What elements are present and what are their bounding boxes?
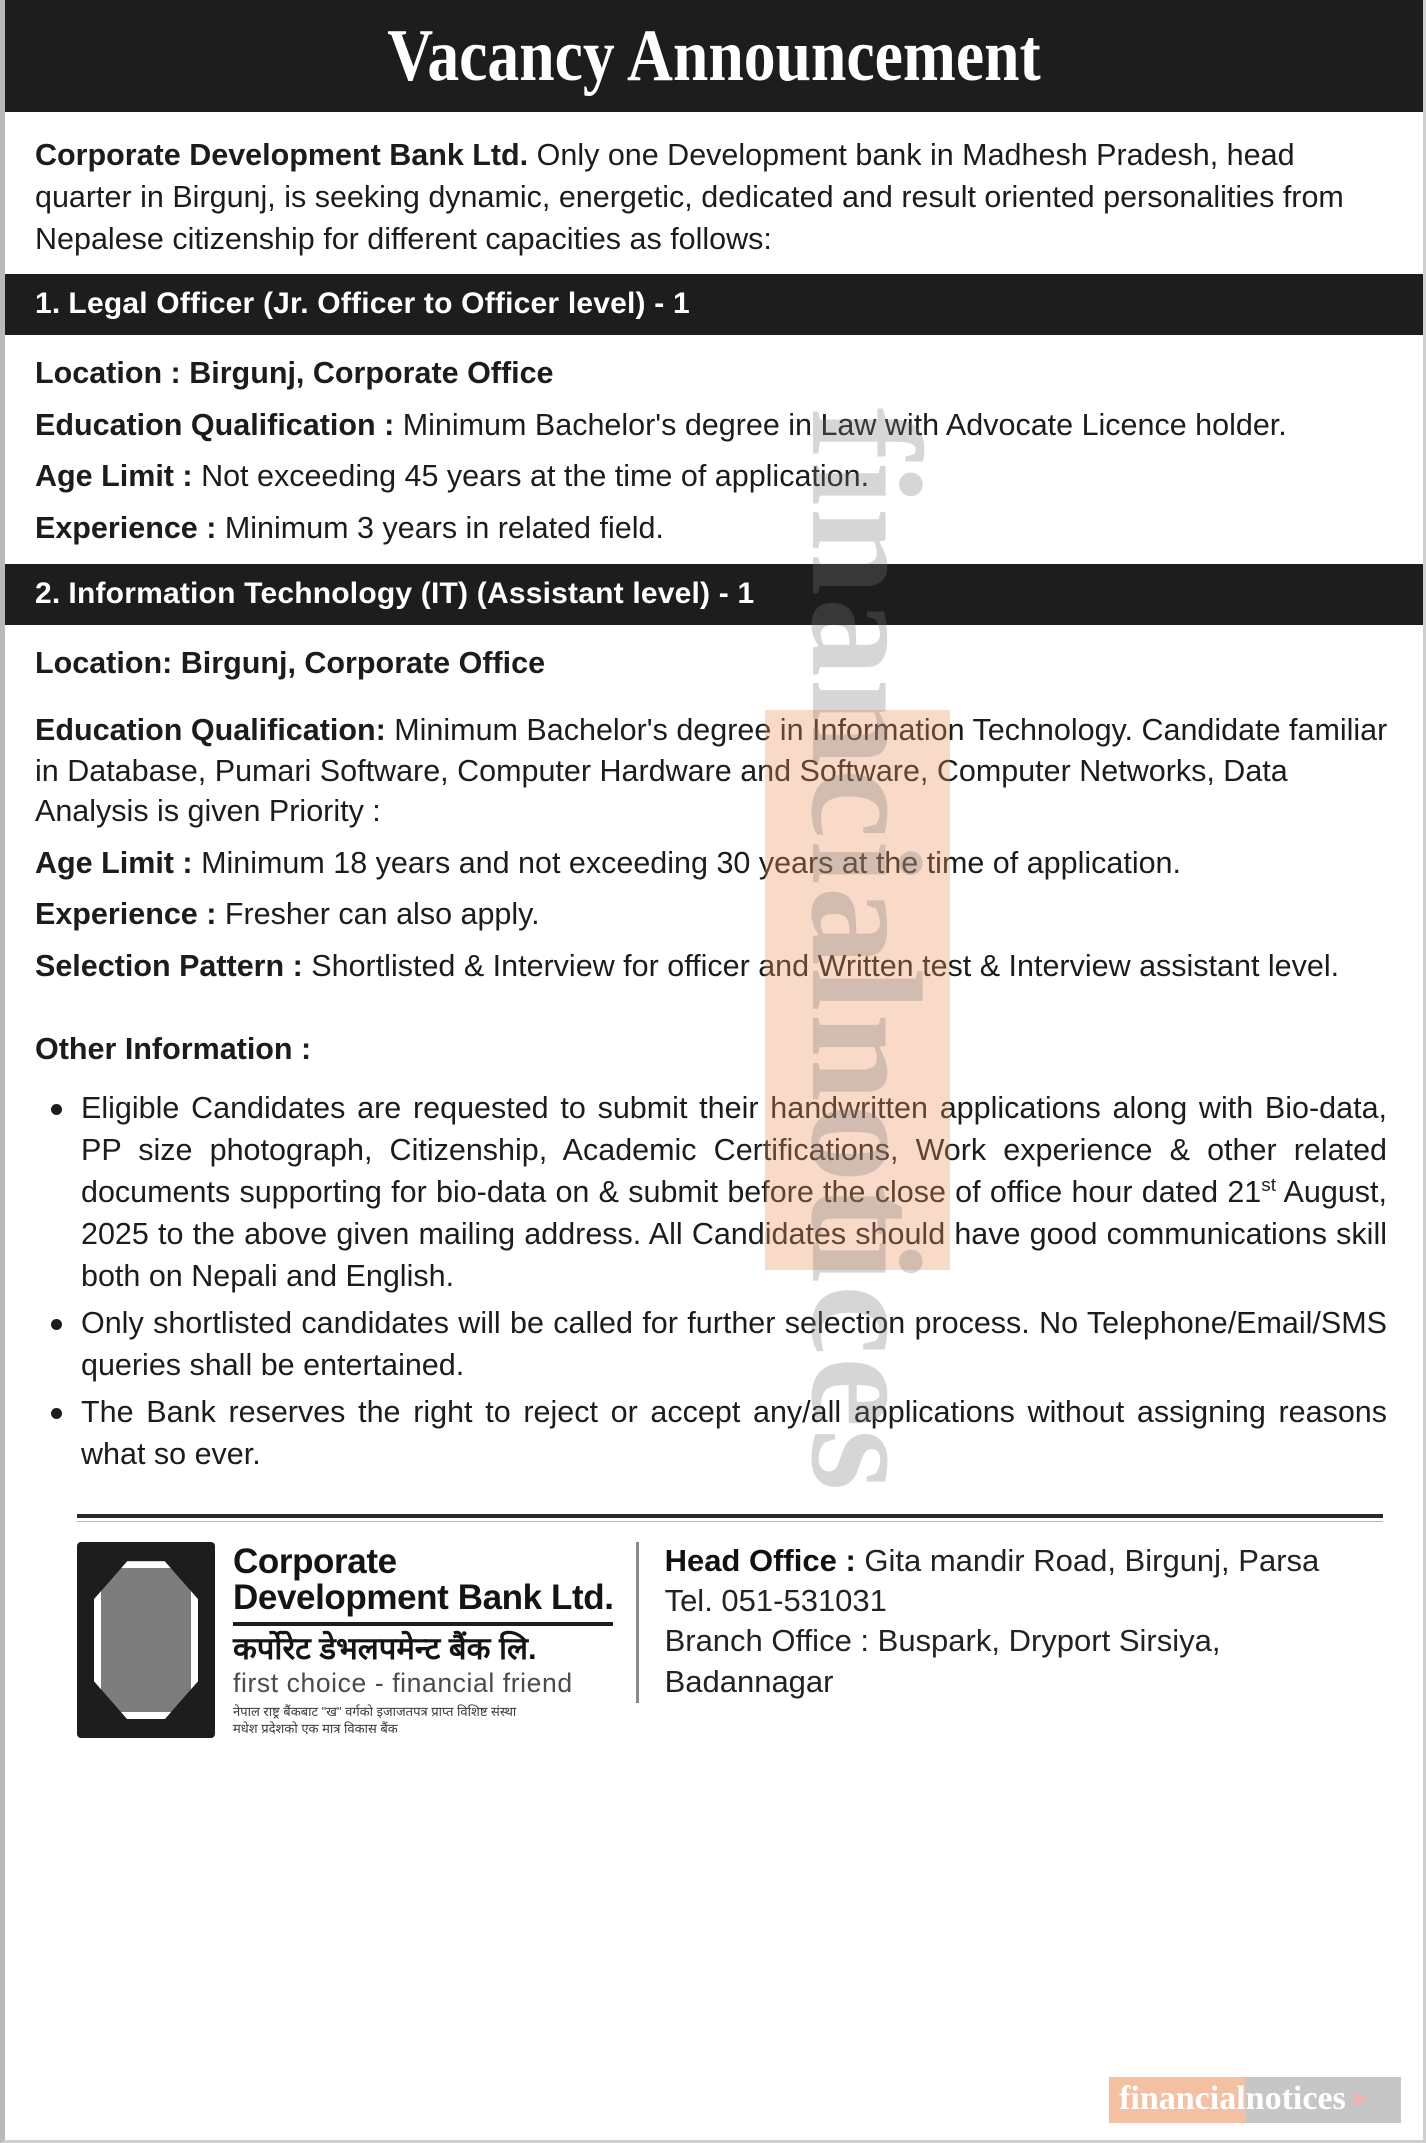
list-item	[81, 1302, 1393, 1386]
label-location-2: Location:	[35, 646, 181, 681]
label-experience-1: Experience :	[35, 510, 225, 545]
position-2-field-age	[35, 843, 1393, 884]
position-number-2: 2.	[35, 577, 61, 611]
position-details-1	[5, 335, 1423, 564]
other-information-section	[5, 1002, 1423, 1490]
intro-text: Only one Development bank in Madhesh Pradesh, head quarter in Birgunj, is seeking dynamic, energetic, dedicated and result oriented personalities from Nepalese citizenship for different capacities as follows:	[35, 138, 1344, 257]
position-2-field-education	[35, 710, 1393, 832]
value-age-1: Not exceeding 45 years at the time of application.	[201, 459, 870, 494]
label-education-1: Education Qualification :	[35, 407, 403, 442]
logo-nepali-name: कर्पोरेट डेभलपमेन्ट बैंक लि.	[233, 1630, 537, 1666]
position-2-field-selection	[35, 946, 1393, 987]
head-office-value: Gita mandir Road, Birgunj, Parsa	[864, 1543, 1320, 1579]
octagon-icon	[94, 1561, 198, 1719]
contact-block	[636, 1542, 1399, 1703]
label-experience-2: Experience :	[35, 897, 225, 932]
other-information-heading: Other Information :	[35, 1032, 312, 1067]
position-1-field-location	[35, 353, 1393, 394]
footer-divider	[77, 1514, 1383, 1522]
logo-fine-print-2: मधेश प्रदेशको एक मात्र विकास बैंक	[233, 1720, 398, 1736]
head-office-line	[665, 1542, 1399, 1580]
value-education-2: Minimum Bachelor's degree in Information Technology. Candidate familiar in Database, Pumari Software, Computer Hardware and Software, Computer Networks, Data Analysis is given Priority :	[35, 713, 1388, 829]
bullet-2-part1: Only shortlisted candidates will be called for further selection process. No Telephone/Email/SMS queries shall be entertained.	[81, 1305, 1387, 1382]
position-number-1: 1.	[35, 287, 61, 321]
value-selection-2: Shortlisted & Interview for officer and Written test & Interview assistant level.	[311, 948, 1340, 983]
label-selection-2: Selection Pattern :	[35, 948, 312, 983]
page-title: Vacancy Announcement	[387, 14, 1041, 97]
other-information-list	[35, 1087, 1393, 1476]
position-2-field-location	[35, 643, 1393, 684]
position-1-field-age	[35, 456, 1393, 497]
value-age-2: Minimum 18 years and not exceeding 30 years at the time of application.	[201, 845, 1181, 880]
logo-name-line2: Development Bank Ltd.	[233, 1577, 614, 1617]
bank-logo-text	[233, 1542, 614, 1737]
bank-logo-icon	[77, 1542, 215, 1738]
watermark-text: financialnotices	[778, 407, 953, 1493]
intro-bank-name: Corporate Development Bank Ltd.	[35, 138, 529, 172]
badge-notices-label: notices	[1245, 2080, 1346, 2117]
position-1-field-experience	[35, 508, 1393, 549]
logo-name-line1: Corporate	[233, 1542, 397, 1582]
bullet-1-part1: Eligible Candidates are requested to submit their handwritten applications along with Bio-data, PP size photograph, Citizenship, Academic Certifications, Work experience & other related documents supporting for bio-data on & submit before the close of office hour dated 21	[81, 1090, 1387, 1209]
bullet-3-part1: The Bank reserves the right to reject or accept any/all applications without assigning reasons what so ever.	[81, 1395, 1387, 1472]
position-heading-2	[5, 564, 1423, 625]
label-education-2: Education Qualification:	[35, 713, 395, 748]
list-item	[81, 1087, 1393, 1297]
position-title-2: Information Technology (IT) (Assistant level) - 1	[68, 577, 755, 611]
telephone-line: Tel. 051-531031	[664, 1583, 887, 1619]
financialnotices-badge	[1109, 2078, 1401, 2122]
branch-office-line-cont: Badannagar	[664, 1663, 834, 1699]
label-location-1: Location :	[35, 356, 190, 391]
page-title-bar	[5, 0, 1423, 112]
bullet-1-superscript: st	[1261, 1174, 1276, 1196]
label-age-1: Age Limit :	[35, 459, 202, 494]
position-title-1: Legal Officer (Jr. Officer to Officer level) - 1	[68, 287, 690, 321]
position-1-field-education	[35, 405, 1393, 446]
bank-logo-block	[77, 1542, 614, 1738]
apple-icon	[1373, 2086, 1393, 2112]
position-2-field-experience	[35, 894, 1393, 935]
branch-office-line: Branch Office : Buspark, Dryport Sirsiya,	[664, 1623, 1221, 1659]
intro-paragraph	[5, 112, 1423, 274]
badge-part-financial: financial	[1109, 2077, 1246, 2123]
position-details-2	[5, 625, 1423, 1002]
value-education-1: Minimum Bachelor's degree in Law with Advocate Licence holder.	[402, 407, 1287, 442]
bullet-1-part2: August, 2025 to the above given mailing address. All Candidates should have good communications skill both on Nepali and English.	[81, 1174, 1387, 1293]
label-age-2: Age Limit :	[35, 845, 202, 880]
value-experience-2: Fresher can also apply.	[224, 897, 540, 932]
badge-part-notices	[1246, 2077, 1401, 2123]
play-store-icon	[1353, 2090, 1368, 2108]
head-office-label: Head Office :	[664, 1543, 865, 1579]
position-heading-1	[5, 274, 1423, 335]
logo-fine-print-1: नेपाल राष्ट्र बैंकबाट "ख" वर्गको इजाजतपत्र प्राप्त विशिष्ट संस्था	[233, 1703, 517, 1719]
value-experience-1: Minimum 3 years in related field.	[224, 510, 664, 545]
logo-tagline: first choice - financial friend	[233, 1667, 573, 1698]
footer	[5, 1522, 1423, 1738]
list-item	[81, 1391, 1393, 1475]
value-location-2: Birgunj, Corporate Office	[180, 646, 546, 681]
badge-store-icons	[1353, 2086, 1393, 2112]
value-location-1: Birgunj, Corporate Office	[189, 356, 554, 391]
logo-rule	[233, 1622, 613, 1626]
